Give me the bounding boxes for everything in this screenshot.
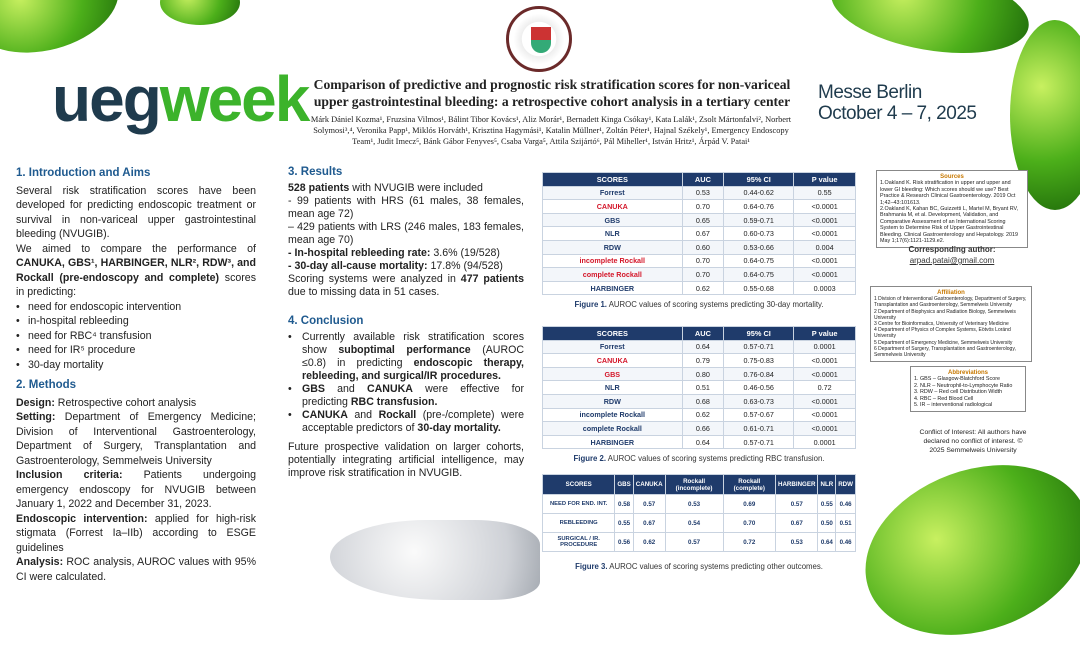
table-cell: 0.75-0.83 [724, 354, 794, 368]
table-cell: 0.57-0.71 [724, 435, 794, 449]
decor-blob-top-right [825, 0, 1036, 67]
sources-box: Sources 1.Oakland K. Risk stratification in upper and upper and lower GI bleeding: Which scores should we use? Best Practice & Research Clinical Gastroenterology. 2019 Oct 1;42–43:101613. 2.Oakland K, Kahan BC, Guizzetti L, Martel M, Bryant RV, Brahmania M, et al. Development, Validation, and Comparative Assessment of an International Scoring System to Determine Risk of Upper Gastrointestinal Bleeding. Clinical Gastroenterology and Hepatology. 2019 May 1;17(6):1121-1129.e2. [876, 170, 1028, 248]
table-header: AUC [682, 173, 724, 187]
conclusion-item: • GBS and CANUKA were effective for predicting RBC transfusion. [288, 383, 524, 409]
table-row [543, 435, 856, 449]
table-cell: 0.46 [836, 495, 856, 514]
table-row [543, 240, 856, 254]
table-cell: REBLEEDING [543, 514, 615, 533]
table-cell: 0.62 [682, 281, 724, 295]
table-cell: 0.55 [818, 495, 836, 514]
table-cell: 0.0001 [794, 435, 856, 449]
decor-blob-top-mid [160, 0, 240, 25]
abbreviation-item: 3. RDW – Red cell Distribution Width [914, 389, 1003, 396]
table-cell: <0.0001 [794, 394, 856, 408]
table-cell: <0.0001 [794, 254, 856, 268]
table-cell: NLR [543, 381, 683, 395]
table-row [543, 514, 856, 533]
table-cell: complete Rockall [543, 268, 683, 282]
aims-list-item: • need for IR⁵ procedure [16, 343, 256, 358]
methods-item: Analysis: ROC analysis, AUROC values with 95% CI were calculated. [16, 556, 256, 583]
table-rbc-transfusion [542, 326, 856, 449]
methods-item: Endoscopic intervention: applied for high-risk stigmata (Forrest Ia–IIb) according to ESGE guidelines [16, 512, 257, 554]
table-row [543, 268, 856, 282]
venue-info: Messe Berlin October 4 – 7, 2025 [818, 82, 977, 124]
source-item: 2.Oakland K, Kahan BC, Guizzetti L, Martel M, Bryant RV, Brahmania M, et al. Development, Validation, and Comparative Assessment of an International Scoring System to Determine Risk of Upper Gastrointestinal Bleeding. Clinical Gastroenterology and Hepatology. 2019 May 1;17(6):1121-1129.e2. [880, 206, 1019, 245]
table-header: GBS [615, 475, 633, 495]
table-cell: 0.55 [794, 186, 856, 200]
results-conclusion-column [288, 166, 524, 480]
table-header: SCORES [543, 327, 683, 341]
table-cell: <0.0001 [794, 268, 856, 282]
corresponding-author: Corresponding author: arpad.patai@gmail.com [876, 244, 1028, 266]
table-cell: HARBINGER [543, 281, 683, 295]
table-cell: 0.64-0.76 [724, 200, 794, 214]
conflict-of-interest: Conflict of Interest: All authors have declared no conflict of interest. © 2025 Semmelweis University [919, 429, 1027, 454]
affiliation-item: 2 Department of Biophysics and Radiation Biology, Semmelweis University [874, 308, 1016, 321]
results-text: 528 patients with NVUGIB were included - 99 patients with HRS (61 males, 38 females, mean age 72) – 429 patients with LRS (246 males, 183 females, mean age 70) - In-hospital rebleeding rate: 3.6% (19/528) - 30-day all-cause mortality: 17.8% (94/528) Scoring systems were analyzed in 477 patients due to missing data in 51 cases. [288, 182, 524, 298]
table-header: P value [794, 327, 856, 341]
affiliation-item: 5 Department of Emergency Medicine, Semmelweis University [874, 339, 1013, 346]
table-cell: 0.57-0.71 [724, 340, 794, 354]
future-directions: Future prospective validation on larger cohorts, potentially integrating artificial intelligence, may improve risk stratification in NVUGIB. [288, 441, 524, 479]
table-cell: 0.53 [665, 495, 723, 514]
table-cell: 0.70 [682, 268, 724, 282]
table-cell: 0.80 [682, 367, 724, 381]
methods-item: Inclusion criteria: Patients undergoing emergency endoscopy for NVUGIB between January 1, 2022 and December 31, 2023. [16, 469, 256, 510]
table-cell: 0.51 [836, 514, 856, 533]
aims-list-item: • need for endoscopic intervention [16, 300, 256, 315]
table-cell: 0.63-0.73 [724, 394, 794, 408]
affiliation-box: Affiliation 1 Division of Interventional Gastroenterology, Department of Surgery, Transplantation and Gastroenterology, Semmelweis University 2 Department of Biophysics and Radiation Biology, Semmelweis University 3 Centre for Bioinformatics, University of Veterinary Medicine 4 Department of Physics of Complex Systems, Eötvös Loránd University 5 Department of Emergency Medicine, Semmelweis University 6 Department of Surgery, Transplantation and Gastroenterology, Semmelweis University [870, 286, 1032, 362]
table-row [543, 495, 856, 514]
table-cell: 0.55-0.68 [724, 281, 794, 295]
table-row [543, 186, 856, 200]
intro-methods-column [16, 166, 256, 584]
table-cell: complete Rockall [543, 422, 683, 436]
figure-3 [542, 474, 856, 571]
table-cell: 0.62 [633, 533, 665, 552]
table-cell: Forrest [543, 340, 683, 354]
table-cell: 0.62 [682, 408, 724, 422]
table-cell: HARBINGER [543, 435, 683, 449]
table-cell: SURGICAL / IR. PROCEDURE [543, 533, 615, 552]
table-cell: 0.46 [836, 533, 856, 552]
table-row [543, 340, 856, 354]
table-cell: 0.64 [818, 533, 836, 552]
table-row [543, 213, 856, 227]
table-cell: NEED FOR END. INT. [543, 495, 615, 514]
table-cell: 0.64 [682, 435, 724, 449]
methods-item: Setting: Department of Emergency Medicine; Division of Interventional Gastroenterology, Department of Surgery, Transplantation and Gastroenterology, Semmelweis University [16, 411, 256, 467]
table-header: P value [794, 173, 856, 187]
table-cell: NLR [543, 227, 683, 241]
methods-item: Design: Retrospective cohort analysis [16, 396, 197, 409]
intro-paragraph: Several risk stratification scores have been developed for predicting endoscopic treatment or survival in non-variceal upper gastrointestinal bleeding (NVUGIB). [16, 184, 256, 240]
table-header: 95% CI [724, 173, 794, 187]
methods-heading: 2. Methods [16, 379, 77, 391]
table-header: Rockall (complete) [723, 475, 775, 495]
table-cell: 0.58 [615, 495, 633, 514]
table-other-outcomes [542, 474, 856, 552]
table-cell: incomplete Rockall [543, 408, 683, 422]
conclusion-item: • CANUKA and Rockall (pre-/complete) were acceptable predictors of 30-day mortality. [288, 409, 524, 435]
figure-1-caption: Figure 1. AUROC values of scoring systems predicting 30-day mortality. [574, 300, 824, 310]
table-cell: <0.0001 [794, 213, 856, 227]
table-cell: 0.60 [682, 240, 724, 254]
abbreviation-item: 2. NLR – Neutrophil-to-Lymphocyte Ratio [914, 382, 1013, 389]
table-cell: 0.53 [682, 186, 724, 200]
table-cell: 0.76-0.84 [724, 367, 794, 381]
table-cell: 0.54 [665, 514, 723, 533]
decor-blob-top-left [0, 0, 129, 68]
table-row [543, 533, 856, 552]
aims-list [16, 300, 256, 373]
table-cell: <0.0001 [794, 422, 856, 436]
table-cell: 0.55 [615, 514, 633, 533]
table-header: CANUKA [633, 475, 665, 495]
table-cell: 0.70 [682, 200, 724, 214]
table-cell: 0.66 [682, 422, 724, 436]
table-header: HARBINGER [776, 475, 818, 495]
university-seal [506, 6, 572, 72]
table-cell: CANUKA [543, 200, 683, 214]
aims-list-item: • 30-day mortality [16, 358, 256, 373]
table-cell: 0.79 [682, 354, 724, 368]
affiliation-item: 1 Division of Interventional Gastroenterology, Department of Surgery, Transplantation and Gastroenterology, Semmelweis University [874, 296, 1027, 309]
abbreviations-box: Abbreviations 1. GBS – Glasgow-Blatchford Score 2. NLR – Neutrophil-to-Lymphocyte Ratio 3. RDW – Red cell Distribution Width 4. RBC – Red Blood Cell 5. IR – interventional radiological [910, 366, 1026, 412]
table-header: RDW [836, 475, 856, 495]
aims-list-item: • in-hospital rebleeding [16, 314, 256, 329]
table-cell: 0.65 [682, 213, 724, 227]
conclusion-item: • Currently available risk stratification scores show suboptimal performance (AUROC ≤0.8) in predicting endoscopic therapy, rebleeding, and surgical/IR procedures. [288, 331, 524, 383]
table-cell: <0.0001 [794, 227, 856, 241]
table-cell: incomplete Rockall [543, 254, 683, 268]
table-cell: RDW [543, 240, 683, 254]
affiliation-item: 3 Centre for Bioinformatics, University of Veterinary Medicine [874, 321, 1009, 328]
abbreviation-item: 4. RBC – Red Blood Cell [914, 395, 974, 402]
table-cell: 0.72 [794, 381, 856, 395]
table-cell: 0.51 [682, 381, 724, 395]
table-row [543, 354, 856, 368]
table-header: Rockall (incomplete) [665, 475, 723, 495]
table-cell: 0.67 [682, 227, 724, 241]
figure-1 [542, 172, 856, 309]
table-row [543, 394, 856, 408]
table-cell: 0.56 [615, 533, 633, 552]
affiliation-item: 4 Department of Physics of Complex Systems, Eötvös Loránd University [874, 327, 1011, 340]
table-header: AUC [682, 327, 724, 341]
conclusion-heading: 4. Conclusion [288, 315, 364, 327]
table-cell: 0.61-0.71 [724, 422, 794, 436]
abbreviation-item: 1. GBS – Glasgow-Blatchford Score [914, 376, 1000, 383]
table-row [543, 422, 856, 436]
table-cell: 0.004 [794, 240, 856, 254]
table-cell: 0.59-0.71 [724, 213, 794, 227]
table-cell: 0.67 [776, 514, 818, 533]
table-cell: 0.53 [776, 533, 818, 552]
table-cell: 0.0001 [794, 340, 856, 354]
affiliation-item: 6 Department of Surgery, Transplantation and Gastroenterology, Semmelweis University [874, 345, 1016, 359]
table-cell: 0.57-0.67 [724, 408, 794, 422]
table-cell: <0.0001 [794, 200, 856, 214]
poster-title: Comparison of predictive and prognostic risk stratification scores for non-variceal upper gastrointestinal bleeding: a retrospective cohort analysis in a tertiary center [313, 77, 791, 109]
aims-list-item: • need for RBC⁴ transfusion [16, 329, 256, 344]
table-row [543, 254, 856, 268]
table-cell: 0.53-0.66 [724, 240, 794, 254]
table-cell: 0.64-0.75 [724, 268, 794, 282]
table-row [543, 281, 856, 295]
table-cell: GBS [543, 367, 683, 381]
table-cell: <0.0001 [794, 367, 856, 381]
ueg-week-logo: uegweek [52, 63, 309, 135]
table-row [543, 227, 856, 241]
table-cell: GBS [543, 213, 683, 227]
intro-heading: 1. Introduction and Aims [16, 167, 151, 179]
conclusion-list [288, 331, 524, 435]
table-cell: 0.50 [818, 514, 836, 533]
table-cell: 0.72 [723, 533, 775, 552]
table-cell: 0.0003 [794, 281, 856, 295]
table-cell: Forrest [543, 186, 683, 200]
authors-list: Márk Dániel Kozma¹, Fruzsina Vilmos¹, Bálint Tibor Kovács¹, Aliz Morár¹, Bernadett Kinga Csókay¹, Kata Lalák¹, Zsolt Mártonfalvi², Norbert Solymosi³,⁴, Veronika Papp¹, Miklós Horváth¹, Krisztina Hagymási¹, Katalin Müllner¹, Zoltán Péter¹, Hajnal Székely¹, Emergency Endoscopy Team¹, Judit Imecz⁵, Bánk Gábor Fenyves⁵, Csaba Varga⁵, Attila Szijártó⁶, Pál Miheller¹, István Hritz¹, Árpád V. Patai¹ [310, 115, 792, 147]
table-cell: 0.64-0.75 [724, 254, 794, 268]
liver-illustration [330, 520, 540, 600]
table-cell: RDW [543, 394, 683, 408]
decor-blob-bottom-right [842, 435, 1080, 664]
table-header: 95% CI [724, 327, 794, 341]
figure-2 [542, 326, 856, 463]
table-cell: <0.0001 [794, 354, 856, 368]
results-heading: 3. Results [288, 166, 343, 178]
figure-3-caption: Figure 3. AUROC values of scoring systems predicting other outcomes. [575, 562, 823, 571]
table-cell: 0.57 [633, 495, 665, 514]
figure-2-caption: Figure 2. AUROC values of scoring systems predicting RBC transfusion. [573, 454, 825, 464]
table-cell: 0.57 [776, 495, 818, 514]
table-row [543, 367, 856, 381]
table-cell: 0.69 [723, 495, 775, 514]
table-cell: 0.67 [633, 514, 665, 533]
table-cell: 0.60-0.73 [724, 227, 794, 241]
table-cell: 0.46-0.56 [724, 381, 794, 395]
aims-paragraph: We aimed to compare the performance of CANUKA, GBS¹, HARBINGER, NLR², RDW³, and Rockall (pre-endoscopy and complete) scores in predicting: [16, 242, 256, 298]
table-cell: 0.70 [723, 514, 775, 533]
abbreviation-item: 5. IR – interventional radiological [914, 402, 993, 409]
table-row [543, 200, 856, 214]
table-cell: 0.44-0.62 [724, 186, 794, 200]
table-cell: 0.64 [682, 340, 724, 354]
table-row [543, 381, 856, 395]
table-header: NLR [818, 475, 836, 495]
table-cell: 0.70 [682, 254, 724, 268]
source-item: 1.Oakland K. Risk stratification in upper and upper and lower GI bleeding: Which scores should we use? Best Practice & Research Clinical Gastroenterology. 2019 Oct 1;42–43:101613. [880, 180, 1016, 206]
table-row [543, 408, 856, 422]
email-link[interactable]: arpad.patai@gmail.com [909, 256, 995, 265]
table-30day-mortality [542, 172, 856, 295]
table-cell: 0.68 [682, 394, 724, 408]
table-cell: 0.57 [665, 533, 723, 552]
table-header: SCORES [543, 475, 615, 495]
methods-list [16, 396, 256, 585]
table-cell: CANUKA [543, 354, 683, 368]
table-header: SCORES [543, 173, 683, 187]
table-cell: <0.0001 [794, 408, 856, 422]
